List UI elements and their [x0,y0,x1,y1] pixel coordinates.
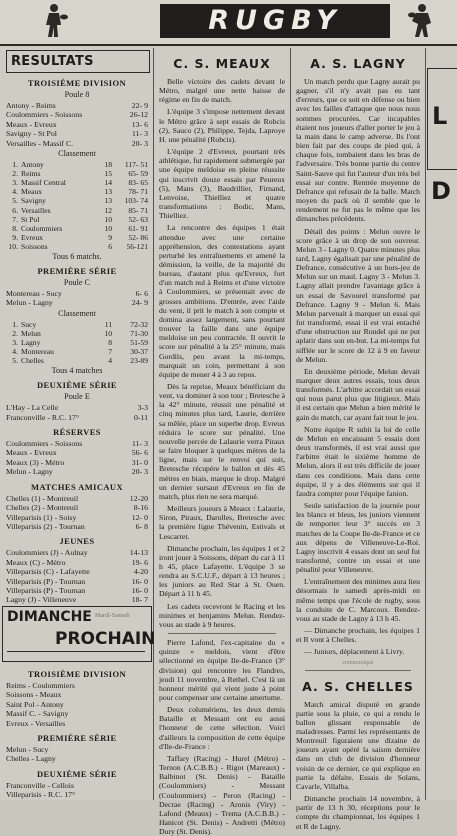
standing-diff: 52- 86 [128,232,148,242]
match-row [2,595,152,604]
match-row [2,494,152,503]
standing-rank: 1. [12,319,18,329]
fixture-teams: Massif C. - Savigny [6,709,69,719]
standing-row [2,187,152,196]
standings-table [2,160,152,251]
paragraph: Seule satisfaction de la journée pour les blancs et bleus, les juniors viennent de remporter leur 3° succès en 3 matches de la Coupe Ile-de-France et ce aux dépens de Villeneuve-Le-Roi. Lagny inscrivit 4 essais dont un seul fut transformé, contre un essai et une pénalité pour Villeneuve. [296,501,420,575]
match-teams: Melun - Lagny [6,298,53,308]
standing-diff: 52- 63 [128,214,148,224]
standing-diff: 72-32 [130,319,148,329]
edge-letter: D [431,177,451,205]
deuxieme-serie-title: DEUXIÈME SÉRIE [37,768,117,779]
match-teams: Chelles (2) - Montreuil [6,503,79,513]
match-teams: Coulommiers - Soissons [6,110,83,120]
standing-team: Reims [21,169,41,179]
match-row [2,467,152,476]
fixture-row [2,790,152,799]
standing-row [2,215,152,224]
match-row [2,139,152,148]
paragraph: Un match perdu que Lagny aurait pu gagner, s'il n'y avait pas eu tant d'erreurs, que ce soit en défense ou bien avec les failles d'attaque que nous nous sommes procurées. Car incapables étaient nos joueurs d'aller porter le jeu à la main dans le camp adverse. Ils l'ont bien fait par des coups de pied qui, à chaque fois, tombaient dans les bras de l'adversaire. Très bonne partie du centre Saint-Sauve qui fut l'auteur d'un très bel essai sur contre. Rentrée moyenne de Defrance qui refusait de la balle. Match moyen du pack où il semble que le rendement ne fut pas le même que les dimanches précédents. [296,77,420,224]
match-list [2,548,152,604]
paragraph: Notre équipe R subit la loi de celle de Melun en encaissant 5 essais dont deux transformés, il est vrai aussi que l'arbitre était le sixième homme de Melun, alors il est très difficile de jouer dans ces conditions. Mais dans cette équipe, il y a des éléments sur qui il faudra compter pour l'équipe fanion. [296,424,420,498]
article-body [293,700,423,831]
standing-diff: 61- 91 [128,223,148,233]
match-row [2,289,152,298]
match-row [2,522,152,531]
rugby-player-left-icon [40,3,68,39]
match-teams: Meaux (C) - Métro [6,557,66,567]
standing-team: Savigny [21,196,46,206]
match-list [2,403,152,422]
poule-label: Poule E [64,392,90,402]
standing-diff: 103- 74 [124,196,148,206]
match-teams: Coulommiers - Soissons [6,439,83,449]
match-teams: Meaux - Evreux [6,448,57,458]
standing-rank: 3. [12,178,18,188]
standing-team: Versailles [21,205,51,215]
division-title: TROISIÈME DIVISION [27,78,127,88]
fixture-teams: Chelles - Lagny [6,754,56,764]
match-teams: Meaux (3) - Métro [6,457,65,467]
match-score: 19- 6 [131,557,148,567]
standing-rank: 4. [12,347,18,357]
premiere-serie-title: PREMIÈRE SÉRIE [37,265,117,276]
standing-points: 9 [108,232,112,242]
fixture-teams: Franconville - Cellois [6,780,74,790]
paragraph: Deux columériens, les deux demis Bataille et Messant ont eu aussi l'honneur de cette sélection. Voici d'ailleurs la composition de cette équipe d'Ile-de-France : [159,705,285,751]
standing-diff: 83- 65 [128,178,148,188]
standing-row [2,169,152,178]
standing-points: 4 [108,356,112,366]
standing-points: 12 [104,205,112,215]
paragraph: L'équipe 3 s'impose nettement devant le Métro grâce à sept essais de Robcis (2), Sauco (2), Philippe, Tejda, Laproye H. une pénalité (Robcis). [159,107,285,144]
next-sunday-word: PROCHAIN [55,629,156,649]
fixture-teams: Evreux - Versailles [6,718,66,728]
paragraph: La rencontre des équipes 1 était attendue avec une certaine appréhension, des contestations ayant perturbé les entraînements et amené la démission, la veille, de la majorité du bureau, d'autant plus qu'Evreux, fort d'un match nul à Reims et d'une victoire à Coulommiers, se présentait avec de grosses ambitions. D'entrée, avec l'aide du vent, il prit le match à son compte et domina assez largement, sans pourtant trouver la faille dans une équipe meldoise un peu contractée. Il ouvrit le score sur pénalité à la 25° minute, mais Gordils, peu avant la mi-temps, marquait un coin, permettant à son équipe de mener 4 à 3 au repos. [159,223,285,379]
edge-box [427,68,457,170]
meaux-column [156,48,288,836]
rugby-player-right-icon [408,3,436,39]
results-heading: RESULTATS [6,50,150,73]
standing-rank: 10. [8,241,18,251]
match-row [2,548,152,557]
match-score: 12-20 [129,493,148,503]
standing-points: 10 [104,328,112,338]
standing-row [2,178,152,187]
match-score: 16- 0 [131,576,148,586]
jeunes-title: JEUNES [59,536,95,547]
edge-letter: L [432,102,448,130]
match-score: 13- 6 [131,119,148,129]
column-rule [425,48,426,800]
match-score: 12- 0 [131,512,148,522]
match-teams: Montereau - Sucy [6,288,62,298]
match-teams: Villeparisis (2) - Tournan [6,521,85,531]
match-list [2,494,152,532]
stamp-text: communiqué [342,659,374,666]
standing-row [2,242,152,251]
standing-rank: 2. [12,169,18,179]
standing-team: Coulommiers [21,223,63,233]
standing-rank: 2. [12,328,18,338]
standing-row [2,233,152,242]
match-score: 26-12 [129,110,148,120]
match-row [2,577,152,586]
standing-rank: 7. [12,214,18,224]
fixture-teams: Soissons - Meaux [6,690,62,700]
column-rule [153,48,154,800]
standing-diff: 23-89 [130,356,148,366]
divider [168,633,276,634]
next-fixtures [2,664,152,800]
match-teams: Lagny (J) - Villeneuve [6,595,77,605]
standing-rank: 9. [12,232,18,242]
match-row [2,403,152,412]
article-body [156,77,288,629]
standing-diff: 65- 59 [128,169,148,179]
match-teams: Savigny - St Pol [6,129,57,139]
standing-team: Soissons [21,241,48,251]
match-row [2,586,152,595]
standing-team: Chelles [21,356,44,366]
match-score: 8-16 [133,503,148,513]
column-rule [290,48,291,800]
fixture-teams: Saint Pol - Antony [6,699,64,709]
match-teams: Villeparisis (P) - Tournan [6,585,86,595]
edge-column [427,48,457,800]
paragraph: Meilleurs joueurs à Meaux : Lalaurie, Siron, Piraux, Darolles, Bretesche avec la première ligne Thévenin, Estivals et Lescarret. [159,504,285,541]
fixture-row [2,709,152,718]
fixture-list [2,781,152,800]
paragraph: Les cadets recevront le Racing et les minimes et benjamins Melun. Rendez-vous au stade à 9 heures. [159,601,285,629]
match-score: 0-11 [133,412,148,422]
match-score: 4-20 [133,567,148,577]
fixture-teams: Melun - Sucy [6,745,49,755]
deuxieme-serie-title: DEUXIÈME SÉRIE [37,380,117,391]
article-title: C. S. MEAUX [173,56,271,71]
division-title: TROISIÈME DIVISION [27,669,127,679]
next-sunday-small: Mardi-Samedi [95,613,130,619]
standing-diff: 30-37 [130,347,148,357]
fixture-row [2,781,152,790]
paragraph: L'entraînement des minimes aura lieu désormais le samedi après-midi en même temps que l'école de rugby, sous la conduite de C. Marcoux. Rendez-vous au stade de Lagny à 13 h 45. [296,577,420,623]
lagny-column [293,48,423,831]
paragraph: L'équipe 2 d'Evreux, pourtant très athlétique, fut rapidement submergée par une équipe meldoise en pleine réussite qui inscrivit douze essais par Peureux (5), Mans (3), Baudrillier, Firnand, Lenvoise, Thielliez et quatre transformations : Bodic, Mans, Thielliez. [159,147,286,221]
standing-team: Melun [21,328,41,338]
standing-team: Lagny [21,337,41,347]
fixture-row [2,690,152,699]
article-title: A. S. CHELLES [302,678,414,694]
match-score: 11- 3 [132,439,148,449]
paragraph: Détail des points : Melun ouvre le score grâce à un drop de son ouvreur. Melun 3 - Lagny 0. Quatre minutes plus tard, Lagny égalisait par une pénalité de Defrance, consécutive à un hors-jeu de Melun sur un maul. Lagny 3 - Melun 3. Lagny allait prendre l'avantage grâce à un essai de Savourel transformé par Defrance. Lagny 9 - Melun 6. Mais Melun parvenait à marquer un essai qui fut transformé, essai il est vrai entaché d'une obstruction sur Rondel qui ne put aplatir dans son en-but. La mi-temps fut sifflée sur le score de 12 à 9 en faveur de Melun. [296,226,420,364]
played-note: Tous 6 matchs. [52,251,102,261]
page-header [0,0,457,46]
classement-label: Classement [58,308,96,318]
standing-points: 10 [104,223,112,233]
standing-row [2,329,152,338]
standing-points: 13 [104,196,112,206]
standing-rank: 4. [12,187,18,197]
poule-label: Poule C [63,277,91,287]
match-list [2,439,152,477]
standing-row [2,224,152,233]
match-row [2,513,152,522]
match-row [2,567,152,576]
standing-team: Meaux [21,187,43,197]
fixture-teams: Reims - Coulommiers [6,681,75,690]
match-score: 3-3 [137,403,148,413]
standing-row [2,320,152,329]
fixture-list [2,745,152,764]
standing-rank: 8. [12,223,18,233]
section-title: RUGBY [160,4,390,38]
match-score: 31- 0 [131,457,148,467]
standing-points: 6 [108,241,112,251]
standing-row [2,206,152,215]
standing-diff: 85- 71 [128,205,148,215]
paragraph: Pierre Lafond, l'ex-capitaine du « quinze » meldois, vient d'être sélectionné en équipe Ile-de-France (3° division) qui rencontre les Flandres, jeudi 11 novembre, à Rethel. C'est là un honneur mérité qui vient juste à point pour compenser une certaine amertume. [159,638,285,702]
match-teams: Meaux - Evreux [6,119,57,129]
standing-row [2,347,152,356]
match-row [2,298,152,307]
article-notes [293,626,423,656]
match-score: 6- 8 [135,521,148,531]
article-title: A. S. LAGNY [310,56,406,71]
match-row [2,503,152,512]
fixture-list [2,681,152,728]
match-list [2,101,152,148]
standing-diff: 51-59 [130,337,148,347]
match-teams: Melun - Lagny [6,467,53,477]
paragraph: Match amical disputé en grande partie sous la pluie, ce qui a rendu le ballon glissant responsable de maladresses. Parmi les représentants de Montreuil figuraient une dizaine de joueurs ayant opéré la saison dernière dans un club de division d'honneur voisin de ce dernier, ce qui explique en partie la défaite. Essais de Solans, Cavarle, Villalba. [296,699,420,791]
fixture-row [2,719,152,728]
standing-team: Antony [21,160,44,170]
match-score: 20- 3 [131,467,148,477]
standing-diff: 78- 71 [128,187,148,197]
match-teams: Franconville - R.C. 17° [6,412,80,422]
standing-row [2,160,152,169]
played-note: Tous 4 matches [51,366,103,376]
match-row [2,120,152,129]
match-teams: Villeparisis (P) - Tournan [6,576,86,586]
match-row [2,413,152,422]
match-list [2,289,152,308]
match-row [2,448,152,457]
match-score: 24- 9 [131,298,148,308]
standing-rank: 5. [12,356,18,366]
standing-row [2,338,152,347]
match-score: 6- 6 [135,288,148,298]
match-teams: Villeparisis (C) - Lafayette [6,567,90,577]
divider [7,651,145,652]
standing-points: 15 [104,169,112,179]
match-score: 56- 6 [131,448,148,458]
match-row [2,101,152,110]
reserves-title: RÉSERVES [53,427,101,438]
amicaux-title: MATCHES AMICAUX [30,481,124,492]
standing-rank: 1. [12,160,18,170]
standing-team: Montereau [21,347,54,357]
match-row [2,110,152,119]
paragraph: Taffary (Racing) - Hurel (Métro) - Ternon (A.C.B.B.) - Rigot (Mareaux) - Balbinot (St. Denis) - Bataille (Coulommiers) - Messant (Coulommiers) - Peron (Racing) - Decrae (Racing) - Aronis (Viry) - Lafond (Meaux) - Trema (A.C.B.B.) - Hanicot (St. Denis) - Andretti (Métro) Dury (St. Denis). [159,753,285,836]
match-score: 14-13 [129,548,148,558]
match-row [2,458,152,467]
match-teams: Versailles - Massif C. [6,138,74,148]
next-sunday-box [2,606,156,662]
standing-rank: 3. [12,337,18,347]
standing-row [2,196,152,205]
match-teams: Antony - Reims [6,101,56,110]
match-teams: L'Hay - La Celle [6,403,59,413]
classement-label: Classement [58,149,96,159]
standing-diff: 71-30 [130,328,148,338]
match-score: 11- 3 [132,129,148,139]
fixture-row [2,745,152,754]
fixture-teams: Villeparisis - R.C. 17° [6,790,76,800]
standing-points: 13 [104,187,112,197]
fixture-row [2,700,152,709]
article-body [293,77,423,623]
divider [305,670,411,671]
fixture-row [2,754,152,763]
paragraph: — Juniors, déplacement à Livry. [304,647,405,657]
paragraph: Belle victoire des cadets devant le Métro, malgré une nette baisse de régime en fin de match. [159,77,285,105]
standing-points: 18 [104,160,112,170]
premiere-serie-title: PREMIÈRE SÉRIE [37,733,117,744]
paragraph: Dès la reprise, Meaux bénéficiant du vent, va dominer à son tour ; Bretesche à la 42° minute, réussit une pénalité et cinq minutes plus tard, Laurie, derrière sa mêlée, place un superbe drop. Evreux réduira le score sur pénalité. Une nouvelle percée de Lalaurie verra Piraux se faire bloquer à quelques mètres de la ligne, mais sur le renvoi qui suit, Bretesche récupère le ballon et dès 45 mètres en biais, marque le drop. Malgré un dernier sursaut d'Evreux en fin de match, plus rien ne sera marqué. [159,382,285,501]
paragraph: En deuxième période, Melun devait marquer deux autres essais, tous deux transformés. L'arbitre accordait un essai qui nous parut plus que litigieux. Mais il est certain que Melun a bien mérité le gain du match, car ayant fait tout le jeu. [296,366,420,422]
match-teams: Villeparisis (1) - Soisy [6,512,77,522]
standing-diff: 56-121 [126,241,148,251]
standing-points: 7 [108,347,112,357]
standing-row [2,356,152,365]
standing-team: Massif Central [21,178,66,188]
standing-points: 8 [108,337,112,347]
fixture-row [2,681,152,690]
match-score: 22- 9 [131,101,148,110]
article-box [156,638,288,836]
paragraph: Dimanche prochain, les équipes 1 et 2 iront jouer à Soissons, départ du car à 11 h 45, place Lafayette. L'équipe 3 se rendra au S.C.U.F., départ à 13 heures ; les juniors au Red Star à St. Ouen. Départ à 11 h 45. [159,543,285,599]
standing-rank: 6. [12,205,18,215]
standing-rank: 5. [12,196,18,206]
standing-team: Evreux [21,232,43,242]
standing-team: Sucy [21,319,37,329]
standings-table [2,320,152,365]
standing-diff: 117- 51 [124,160,148,170]
match-row [2,558,152,567]
standing-points: 10 [104,214,112,224]
match-score: 20- 3 [131,138,148,148]
next-sunday-word: DIMANCHE [7,609,92,625]
match-teams: Chelles (1) - Montreuil [6,493,79,503]
match-score: 18- 7 [131,595,148,605]
match-row [2,129,152,138]
paragraph: Dimanche prochain 14 novembre, à partir de 13 h 30, réceptions pour le compte du championnat, les équipes 1 et R de Lagny. [296,794,420,831]
paragraph: — Dimanche prochain, les équipes 1 et R vont à Chelles. [296,626,420,645]
standing-points: 11 [104,319,112,329]
standing-points: 14 [104,178,112,188]
standing-team: St Pol [21,214,40,224]
match-row [2,439,152,448]
match-score: 16- 0 [131,585,148,595]
poule-label: Poule 8 [64,90,90,99]
match-teams: Coulommiers (J) - Aulnay [6,548,88,558]
